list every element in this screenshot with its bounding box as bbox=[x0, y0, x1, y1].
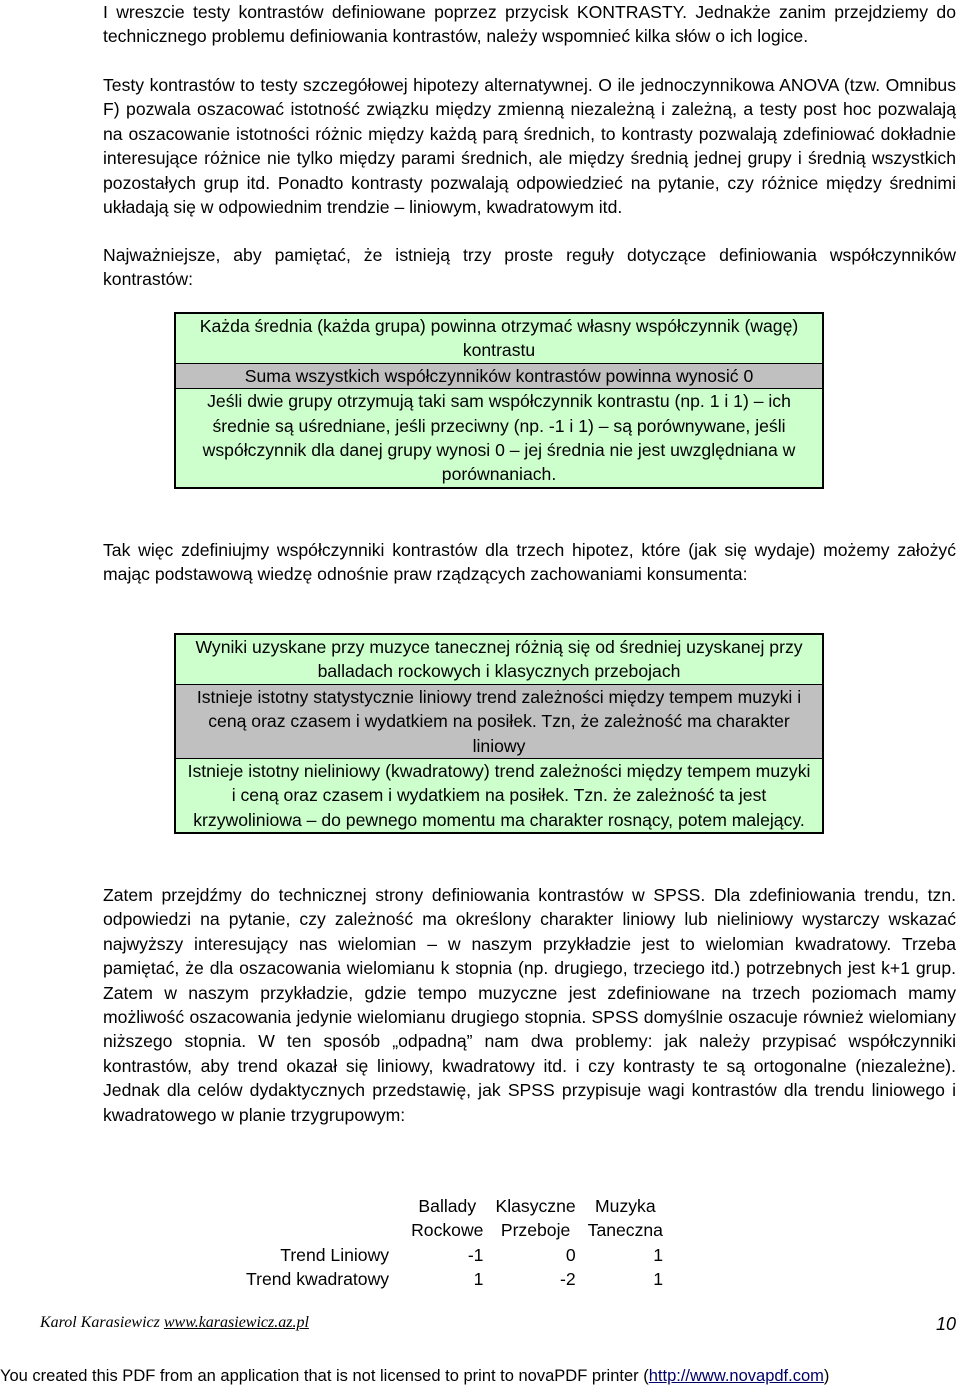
header-col-3: Muzyka Taneczna bbox=[587, 1196, 663, 1241]
table-cell: 1 bbox=[653, 1269, 663, 1290]
table-cell: -1 bbox=[467, 1244, 484, 1265]
pdf-notice-text: You created this PDF from an application that is not licensed to print to novaPDF printer ( bbox=[0, 1367, 649, 1385]
table-cell: 0 bbox=[565, 1244, 576, 1265]
table-header-row bbox=[240, 1194, 669, 1243]
rules-box bbox=[174, 312, 824, 489]
footer-author bbox=[40, 1314, 309, 1332]
author-name: Karol Karasiewicz bbox=[40, 1314, 160, 1331]
author-website-link[interactable]: www.karasiewicz.az.pl bbox=[163, 1314, 309, 1331]
header-col-2: Klasyczne Przeboje bbox=[495, 1196, 576, 1241]
row-label: Trend Liniowy bbox=[280, 1244, 390, 1265]
paragraph-hypotheses-intro: Tak więc zdefiniujmy współczynniki kontrastów dla trzech hipotez, które (jak się wydaje) możemy założyć mając podstawową wiedzę odnośnie praw rządzących zachowaniami konsumenta: bbox=[103, 540, 956, 585]
hypothesis-cell-1: Wyniki uzyskane przy muzyce tanecznej różnią się od średniej uzyskanej przy balladach rockowych i klasycznych przebojach bbox=[176, 635, 822, 685]
table-cell: -2 bbox=[560, 1269, 576, 1290]
paragraph-contrast-tests: Testy kontrastów to testy szczegółowej hipotezy alternatywnej. O ile jednoczynnikowa ANOVA (tzw. Omnibus F) pozwala oszacować istotność związku między zmienną niezależną i zależną, a testy post hoc pozwalają na oszacowanie istotności różnic między każdą parą średnich, to kontrasty pozwalają zdefiniować dokładnie interesujące różnice nie tylko między parami średnich, ale między średnią jednej grupy i średnią wszystkich pozostałych grup itd. Ponadto kontrasty pozwalają odpowiedzieć na pytanie, czy różnice między średnimi układają się w odpowiednim trendzie – liniowym, kwadratowym itd. bbox=[103, 75, 956, 218]
row-label: Trend kwadratowy bbox=[246, 1269, 390, 1290]
trend-weights-table bbox=[240, 1194, 669, 1292]
header-col-1: Ballady Rockowe bbox=[411, 1196, 484, 1241]
hypotheses-box bbox=[174, 633, 824, 834]
rule-cell-2: Suma wszystkich współczynników kontrastów powinna wynosić 0 bbox=[176, 364, 822, 389]
pdf-notice-close: ) bbox=[823, 1367, 830, 1385]
paragraph-spss-contrasts: Zatem przejdźmy do technicznej strony definiowania kontrastów w SPSS. Dla zdefiniowania trendu, tzn. odpowiedzi na pytanie, czy zależność ma określony charakter liniowy lub nieliniowy wystarczy wskazać najwyższy interesujący nas wielomian – w naszym przykładzie jest to wielomian kwadratowy. Trzeba pamiętać, że dla oszacowania wielomianu k stopnia (np. drugiego, trzeciego itd.) potrzebnych jest k+1 grup. Zatem w naszym przykładzie, gdzie tempo muzyczne jest zdefiniowane na trzech poziomach mamy możliwość oszacowania jedynie wielomianu drugiego stopnia. SPSS domyślnie oszacuje również wielomiany niższego stopnia. W ten sposób „odpadną” nam dwa problemy: jak należy przypisać współczynniki kontrastów, aby trend okazał się liniowy, kwadratowy itd. i czy kontrasty te są ortogonalne (niezależne). Jednak dla celów dydaktycznych przedstawię, jak SPSS przypisuje wagi kontrastów dla trendu liniowego i kwadratowego w planie trzygrupowym: bbox=[103, 885, 956, 1125]
table-row bbox=[240, 1243, 669, 1267]
rule-cell-1: Każda średnia (każda grupa) powinna otrzymać własny współczynnik (wagę) kontrastu bbox=[176, 314, 822, 364]
paragraph-rules-intro: Najważniejsze, aby pamiętać, że istnieją trzy proste reguły dotyczące definiowania współczynników kontrastów: bbox=[103, 245, 956, 290]
novapdf-link[interactable]: http://www.novapdf.com bbox=[648, 1367, 824, 1385]
hypothesis-cell-2: Istnieje istotny statystycznie liniowy trend zależności między tempem muzyki i ceną oraz czasem i wydatkiem na posiłek. Tzn, że zależność ma charakter liniowy bbox=[176, 685, 822, 759]
paragraph-intro: I wreszcie testy kontrastów definiowane poprzez przycisk KONTRASTY. Jednakże zanim przejdziemy do technicznego problemu definiowania kontrastów, należy wspomnieć kilka słów o ich logice. bbox=[103, 2, 956, 47]
table-cell: 1 bbox=[473, 1269, 484, 1290]
page-number: 10 bbox=[935, 1314, 956, 1334]
table-row bbox=[240, 1267, 669, 1291]
hypothesis-cell-3: Istnieje istotny nieliniowy (kwadratowy) trend zależności między tempem muzyki i ceną oraz czasem i wydatkiem na posiłek. Tzn. że zależność ta jest krzywoliniowa – do pewnego momentu ma charakter rosnący, potem malejący. bbox=[176, 759, 822, 832]
table-cell: 1 bbox=[653, 1244, 663, 1265]
rule-cell-3: Jeśli dwie grupy otrzymują taki sam współczynnik kontrastu (np. 1 i 1) – ich średnie są uśredniane, jeśli przeciwny (np. -1 i 1) – są porównywane, jeśli współczynnik dla danej grupy wynosi 0 – jej średnia nie jest uwzględniana w porównaniach. bbox=[176, 389, 822, 487]
pdf-printer-notice bbox=[0, 1367, 960, 1386]
